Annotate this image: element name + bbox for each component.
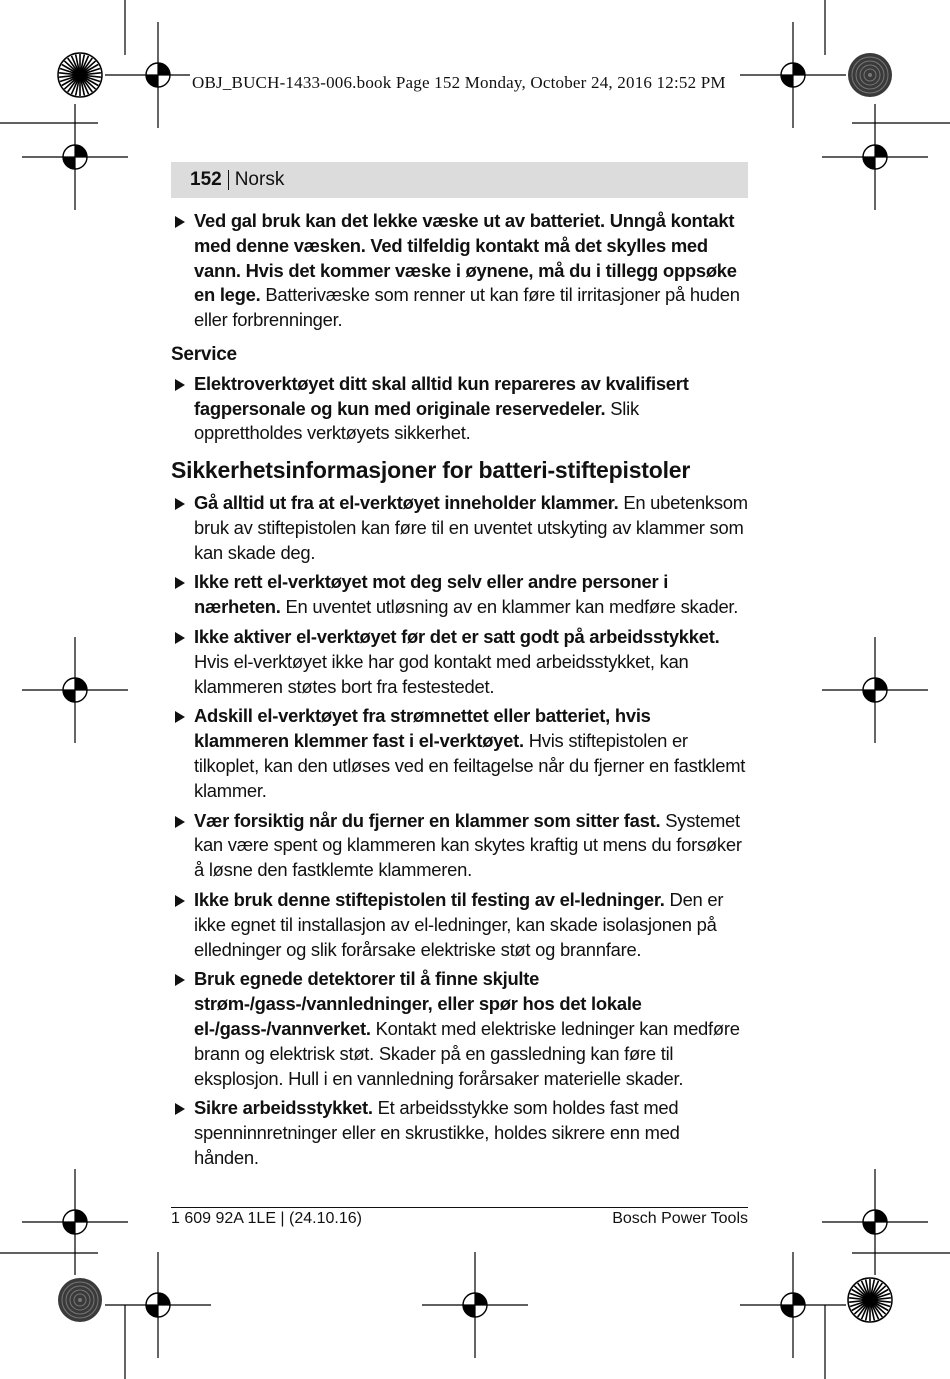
item-bold-text: Vær forsiktig når du fjerner en klammer som sitter fast. bbox=[194, 809, 661, 831]
item-bold-text: Sikre arbeidsstykket. bbox=[194, 1097, 373, 1119]
item-text: Hvis stiftepistolen er tilkoplet, kan den utløses ved en feiltagelse når du fjerner en fastklemt klammer. bbox=[194, 730, 746, 801]
item-text: Slik opprettholdes verktøyets sikkerhet. bbox=[194, 397, 639, 444]
item-bold-text: Ikke rett el-verktøyet mot deg selv eller andre personer i nærheten. bbox=[194, 571, 669, 618]
item-text: En ubetenksom bruk av stiftepistolen kan føre til en uventet utskyting av klammer som kan skade deg. bbox=[194, 491, 748, 563]
item-bold-text: Bruk egnede detektorer til å finne skjulte strøm-/gass-/vannledninger, eller spør hos det lokale el-/gass-/vannverket. bbox=[194, 968, 642, 1039]
bullet-triangle-icon bbox=[175, 216, 185, 228]
item-text: Den er ikke egnet til installasjon av el-ledninger, kan skade isolasjonen på elledninger og slik forårsake elektriske støt og brannfare. bbox=[194, 888, 724, 960]
bullet-triangle-icon bbox=[175, 1103, 185, 1115]
item-bold-text: Ikke bruk denne stiftepistolen til festing av el-ledninger. bbox=[194, 888, 665, 910]
list-item bbox=[171, 372, 748, 446]
bullet-triangle-icon bbox=[175, 895, 185, 907]
item-bold-text: Ikke aktiver el-verktøyet før det er satt godt på arbeidsstykket. bbox=[194, 625, 720, 647]
item-text: Systemet kan være spent og klammeren kan skytes kraftig ut mens du forsøker å løsne den fastklemte klammeren. bbox=[194, 809, 742, 881]
item-bold-text: Gå alltid ut fra at el-verktøyet inneholder klammer. bbox=[194, 491, 619, 513]
page-language: Norsk bbox=[234, 169, 285, 190]
bullet-triangle-icon bbox=[175, 498, 185, 510]
bullet-triangle-icon bbox=[175, 816, 185, 828]
bullet-triangle-icon bbox=[175, 632, 185, 644]
footer-brand: Bosch Power Tools bbox=[612, 1210, 748, 1227]
item-bold-text: Adskill el-verktøyet fra strømnettet eller batteriet, hvis klammeren klemmer fast i el-verktøyet. bbox=[194, 705, 651, 752]
service-title: Service bbox=[171, 343, 237, 365]
star-target-bottom-right bbox=[848, 1278, 892, 1322]
list-item bbox=[171, 967, 748, 1091]
list-item bbox=[171, 491, 748, 565]
page-number: 152 bbox=[190, 169, 222, 190]
item-bold-text: Elektroverktøyet ditt skal alltid kun repareres av kvalifisert fagpersonale og kun med originale reservedeler. bbox=[194, 372, 689, 419]
page-header bbox=[171, 162, 748, 198]
list-item bbox=[171, 809, 748, 883]
page-header-divider bbox=[228, 170, 229, 190]
list-item bbox=[171, 209, 748, 333]
item-text: Batterivæske som renner ut kan føre til irritasjoner på huden eller forbrenninger. bbox=[194, 284, 740, 331]
bullet-triangle-icon bbox=[175, 974, 185, 986]
item-text: Hvis el-verktøyet ikke har god kontakt med arbeidsstykket, kan klammeren støtes bort fra festestedet. bbox=[194, 650, 689, 697]
item-text: Kontakt med elektriske ledninger kan medføre brann og elektrisk støt. Skader på en gassledning kan føre til eksplosjon. Hull i en vannledning forårsaker materielle skader. bbox=[194, 1017, 740, 1089]
ring-target-bottom-left bbox=[58, 1278, 102, 1322]
bullet-triangle-icon bbox=[175, 577, 185, 589]
bullet-triangle-icon bbox=[175, 379, 185, 391]
list-item bbox=[171, 1096, 748, 1170]
item-text: Et arbeidsstykke som holdes fast med spenninnretninger eller en skrustikke, holdes sikrere enn med hånden. bbox=[194, 1097, 680, 1168]
list-item bbox=[171, 704, 748, 803]
list-item bbox=[171, 570, 748, 620]
list-item bbox=[171, 625, 748, 699]
item-bold-text: Ved gal bruk kan det lekke væske ut av batteriet. Unngå kontakt med denne væsken. Ved tilfeldig kontakt må det skylles med vann. Hvis det kommer væske i øynene, må du i tillegg oppsøke en lege. bbox=[194, 210, 737, 306]
section-heading: Sikkerhetsinformasjoner for batteri-stiftepistoler bbox=[171, 457, 691, 484]
footer-rule bbox=[171, 1207, 748, 1208]
footer-doc-number: 1 609 92A 1LE | (24.10.16) bbox=[171, 1210, 362, 1227]
page-content bbox=[171, 209, 748, 1176]
book-header: OBJ_BUCH-1433-006.book Page 152 Monday, October 24, 2016 12:52 PM bbox=[192, 73, 726, 92]
ring-target-top-right bbox=[848, 53, 892, 97]
item-text: En uventet utløsning av en klammer kan medføre skader. bbox=[285, 596, 739, 618]
list-item bbox=[171, 888, 748, 962]
bullet-triangle-icon bbox=[175, 711, 185, 723]
star-target-top-left bbox=[58, 53, 102, 97]
